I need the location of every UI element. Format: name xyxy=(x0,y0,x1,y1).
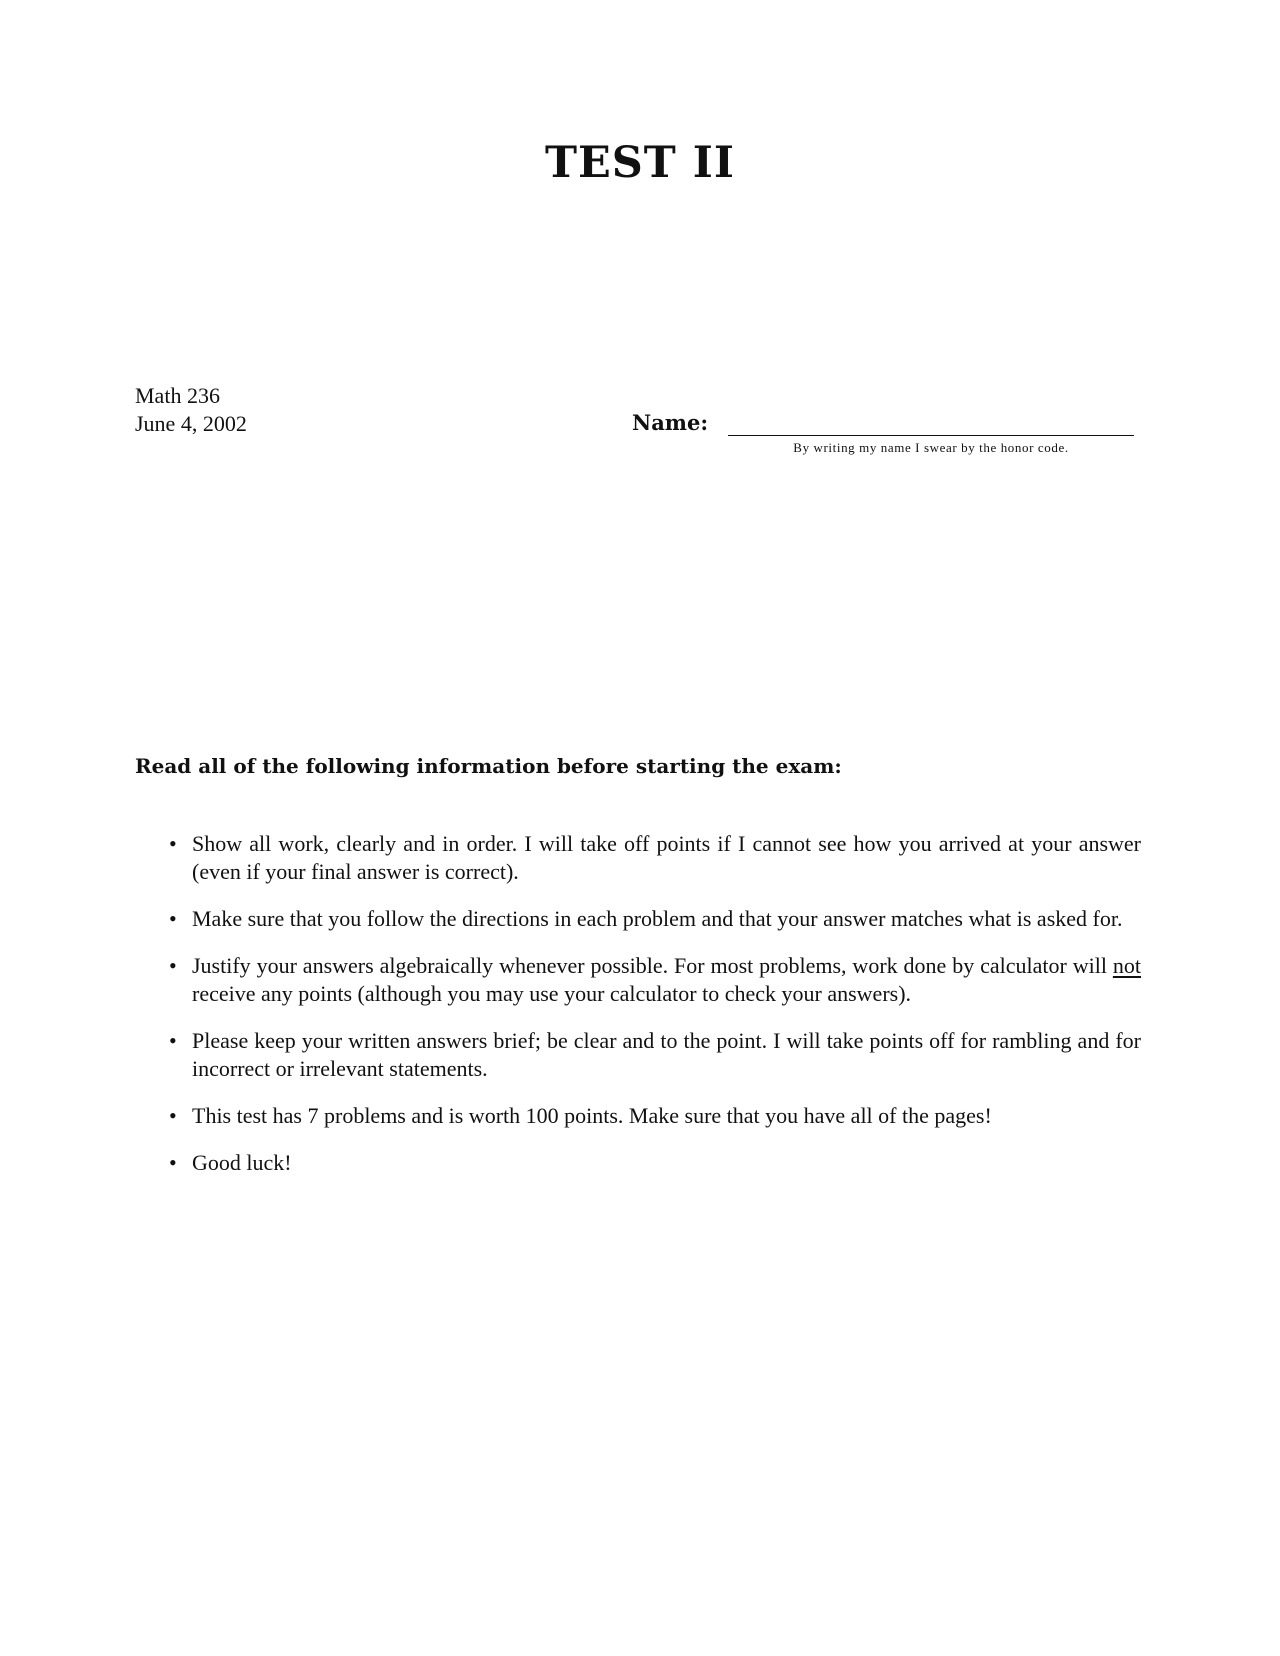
name-label: Name: xyxy=(632,410,709,435)
list-item xyxy=(135,952,1141,1008)
list-item-text-part: Justify your answers algebraically whenever possible. For most problems, work done by calculator will xyxy=(192,953,1113,978)
list-item-text-part: receive any points (although you may use your calculator to check your answers). xyxy=(192,981,912,1006)
list-item-text: Good luck! xyxy=(192,1150,292,1175)
list-item xyxy=(135,905,1141,933)
honor-code-note: By writing my name I swear by the honor code. xyxy=(793,440,1069,455)
list-item xyxy=(135,1102,1141,1130)
bullet-icon: • xyxy=(169,1150,177,1175)
bullet-icon: • xyxy=(169,1103,177,1128)
bullet-icon: • xyxy=(169,831,177,856)
instructions-list xyxy=(135,830,1141,1196)
exam-date: June 4, 2002 xyxy=(135,411,247,436)
list-item xyxy=(135,1149,1141,1177)
course-info xyxy=(135,382,247,438)
emphasis-not: not xyxy=(1112,953,1141,978)
list-item-text: Make sure that you follow the directions in each problem and that your answer matches what is asked for. xyxy=(192,906,1123,931)
list-item xyxy=(135,830,1141,886)
instructions-heading: Read all of the following information before starting the exam: xyxy=(135,754,842,778)
bullet-icon: • xyxy=(169,953,177,978)
page-title: TEST II xyxy=(544,138,736,188)
course-name: Math 236 xyxy=(135,383,220,408)
list-item-text: Show all work, clearly and in order. I will take off points if I cannot see how you arrived at your answer (even if your final answer is correct). xyxy=(192,831,1141,884)
list-item-text: Please keep your written answers brief; be clear and to the point. I will take points off for rambling and for incorrect or irrelevant statements. xyxy=(192,1028,1141,1081)
list-item-text: This test has 7 problems and is worth 100 points. Make sure that you have all of the pages! xyxy=(192,1103,992,1128)
bullet-icon: • xyxy=(169,906,177,931)
name-signature-line[interactable] xyxy=(728,435,1134,436)
list-item xyxy=(135,1027,1141,1083)
bullet-icon: • xyxy=(169,1028,177,1053)
